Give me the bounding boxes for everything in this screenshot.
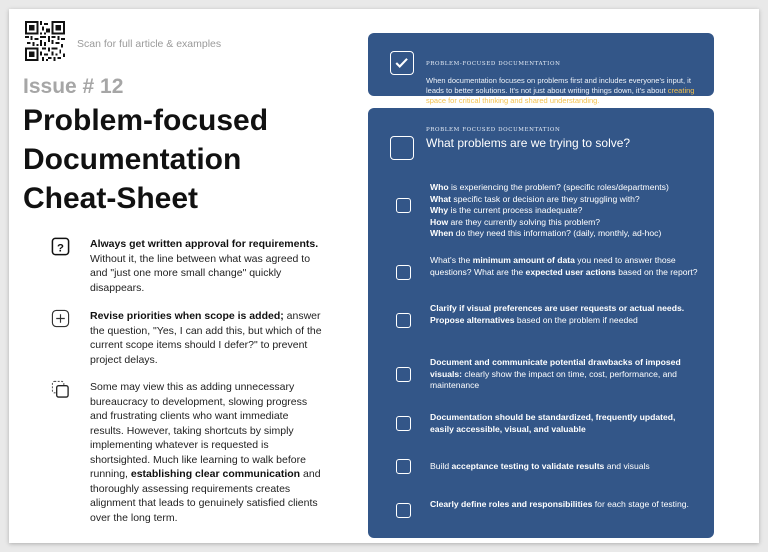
item-body: specific task or decision are they struggling with? <box>451 193 640 204</box>
cheat-sheet-page <box>9 9 759 543</box>
item-bold: Documentation should be standardized, frequently updated, easily accessible, visual, and valuable <box>430 412 676 434</box>
item-body: you need to answer those questions? What are the <box>430 255 676 277</box>
item-body: What's the <box>430 255 473 265</box>
item-checkbox[interactable] <box>396 367 411 382</box>
checklist-box <box>368 108 714 538</box>
item-bold: When <box>430 228 454 238</box>
item-checkbox[interactable] <box>396 265 411 280</box>
issue-label: Issue # 12 <box>23 75 124 98</box>
item-bold: acceptance testing to validate results <box>451 461 605 471</box>
page-title <box>23 101 343 218</box>
item-body: Build <box>430 461 452 471</box>
tip-body: and thoroughly assessing requirements creates alignment that leads to genuinely satisfied clients over the long term. <box>90 468 321 524</box>
checklist-kicker: PROBLEM FOCUSED DOCUMENTATION <box>426 127 561 133</box>
item-bold: Document and communicate potential drawbacks of imposed visuals: <box>430 357 681 379</box>
checked-checkbox-icon[interactable] <box>390 51 414 75</box>
item-text <box>430 461 700 473</box>
plus-square-icon <box>51 309 70 328</box>
tip-text <box>90 237 325 295</box>
item-body: is experiencing the problem? (specific roles/departments) <box>448 182 669 192</box>
item-line <box>430 217 700 229</box>
summary-text <box>426 76 706 106</box>
item-body: is the current process inadequate? <box>448 205 583 215</box>
title-line: Problem-focused <box>23 104 269 137</box>
heading-checkbox[interactable] <box>390 136 414 160</box>
qr-code-icon[interactable] <box>25 21 65 61</box>
item-line <box>430 194 700 206</box>
item-line <box>430 182 700 194</box>
item-bold: Who <box>430 182 449 192</box>
item-checkbox[interactable] <box>396 459 411 474</box>
svg-text:?: ? <box>57 242 64 255</box>
item-checkbox[interactable] <box>396 313 411 328</box>
item-bold: What <box>430 193 452 204</box>
item-body: clearly show the impact on time, cost, performance, and maintenance <box>430 368 677 390</box>
item-bold: Why <box>430 205 449 215</box>
question-mark-icon <box>51 237 70 256</box>
item-body: are they currently solving this problem? <box>448 216 601 227</box>
item-bold: Clarify if visual preferences are user requests or actual needs. Propose alternatives <box>430 303 685 325</box>
item-bold: Clearly define roles and responsibilities <box>430 499 593 509</box>
tip-body: answer the question, "Yes, I can add this, but which of the current scope items should I defer?" to prevent project delays. <box>90 310 322 366</box>
item-text <box>430 499 700 511</box>
tip-bold: Always get written approval for requirements. <box>90 238 319 250</box>
tip-body: Some may view this as adding unnecessary bureaucracy to development, slowing progress and frustrating clients who want immediate results. However, taking shortcuts by simply implementing whatever is requested is shortsighted. Much like learning to walk before running, <box>90 381 308 480</box>
title-line: Documentation <box>23 143 242 176</box>
item-bold: How <box>430 216 449 227</box>
item-text <box>430 255 700 278</box>
item-body: based on the problem if needed <box>514 314 638 325</box>
summary-box <box>368 33 714 105</box>
item-body: based on the report? <box>615 266 698 277</box>
checklist-heading: What problems are we trying to solve? <box>426 136 631 150</box>
item-bold: minimum amount of data <box>472 255 575 265</box>
item-checkbox[interactable] <box>396 416 411 431</box>
copy-icon <box>51 380 70 399</box>
checkmark-icon <box>391 52 412 73</box>
item-bold: expected user actions <box>525 266 616 277</box>
item-checkbox[interactable] <box>396 198 411 213</box>
item-body: do they need this information? (daily, monthly, ad-hoc) <box>453 228 662 238</box>
item-text <box>430 412 700 435</box>
item-line <box>430 228 700 240</box>
item-text <box>430 357 700 392</box>
summary-kicker: PROBLEM-FOCUSED DOCUMENTATION <box>426 61 561 67</box>
scan-caption: Scan for full article & examples <box>77 38 222 50</box>
item-text <box>430 303 700 326</box>
tip-bold: establishing clear communication <box>130 468 301 480</box>
item-line <box>430 205 700 217</box>
tip-text <box>90 380 325 525</box>
item-body: and visuals <box>604 461 650 471</box>
item-text <box>430 182 700 240</box>
summary-highlight: creating space for critical thinking and shared understanding. <box>426 86 695 105</box>
item-checkbox[interactable] <box>396 503 411 518</box>
tip-body: Without it, the line between what was agreed to and "just one more small change" quickly disappears. <box>90 252 311 294</box>
tip-bold: Revise priorities when scope is added; <box>90 310 284 322</box>
item-body: for each stage of testing. <box>592 499 689 509</box>
summary-body: When documentation focuses on problems first and includes everyone's input, it leads to better solutions. It's not just about writing things down, it's about <box>426 76 691 95</box>
tip-text <box>90 309 325 367</box>
title-line: Cheat-Sheet <box>23 182 199 215</box>
